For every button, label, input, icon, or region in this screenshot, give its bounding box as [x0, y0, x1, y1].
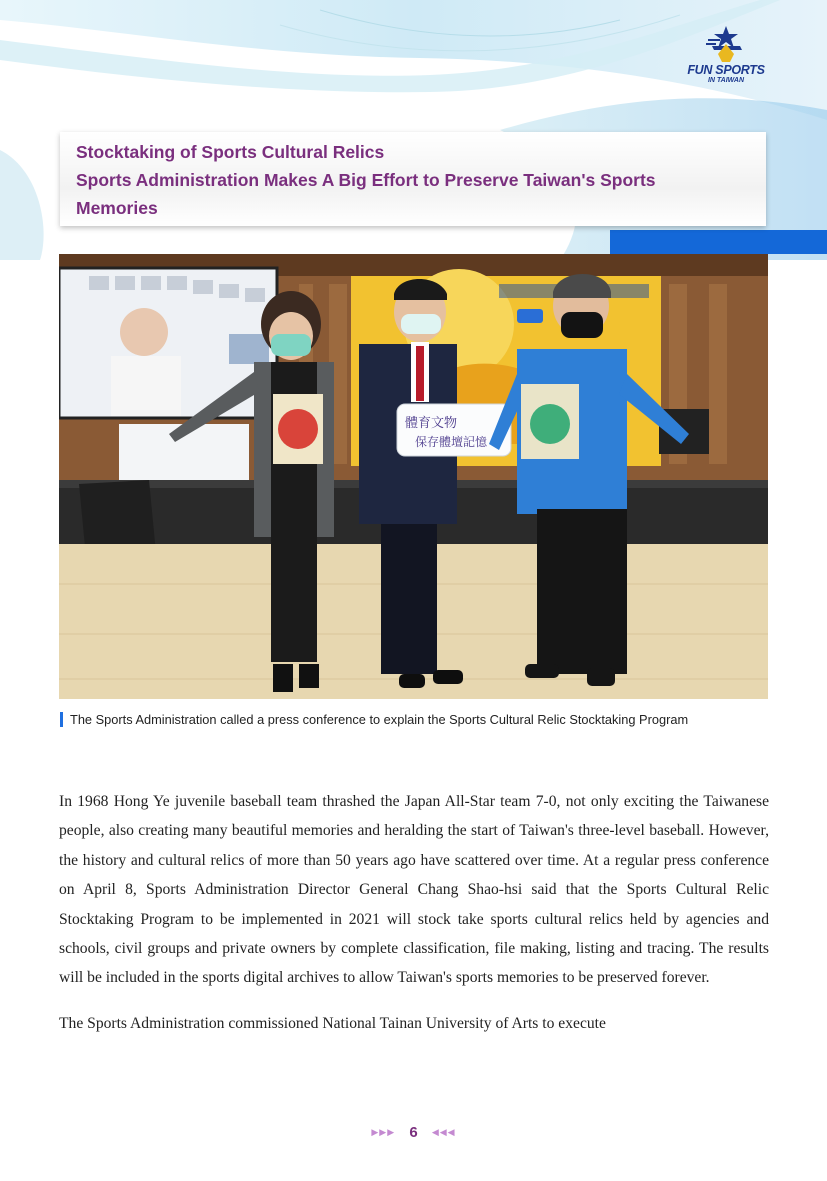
article-title-line-1: Stocktaking of Sports Cultural Relics [76, 142, 385, 162]
article-title-line-2: Sports Administration Makes A Big Effort to Preserve Taiwan's Sports [76, 170, 656, 190]
page-footer [0, 1124, 827, 1141]
left-arrows-icon: ▶▶▶ [371, 1127, 396, 1137]
sign-text-1: 體育文物 [405, 416, 458, 431]
article-title-box [60, 132, 766, 226]
article-title-line-3: Memories [76, 198, 158, 218]
runner-star-icon [704, 24, 748, 64]
logo-subtitle: IN TAIWAN [707, 77, 745, 84]
caption-text: The Sports Administration called a press conference to explain the Sports Cultural Relic Stocktaking Program [70, 711, 689, 727]
sign-text-2: 保存體壇記憶 [415, 435, 488, 449]
paragraph-2: The Sports Administration commissioned National Tainan University of Arts to execute [59, 1014, 606, 1032]
caption-marker [60, 712, 63, 727]
article-body [59, 787, 769, 1054]
logo-title: FUN SPORTS [687, 63, 765, 77]
right-arrows-icon: ◀◀◀ [431, 1127, 456, 1137]
page-number: 6 [409, 1124, 418, 1141]
photo-caption [60, 711, 688, 727]
fun-sports-logo [681, 24, 771, 85]
paragraph-1: In 1968 Hong Ye juvenile baseball team thrashed the Japan All-Star team 7-0, not only exciting the Taiwanese people, also creating many beautiful memories and heralding the start of Taiwan's three-level baseball. However, the history and cultural relics of more than 50 years ago have scattered over time. At a regular press conference on April 8, Sports Administration Director General Chang Shao-hsi said that the Sports Cultural Relic Stocktaking Program to be implemented in 2021 will stock take sports cultural relics held by agencies and schools, civil groups and private owners by complete classification, file making, listing and tracing. The results will be included in the sports digital archives to allow Taiwan's sports memories to be preserved forever. [59, 793, 769, 987]
press-conference-photo [59, 254, 768, 699]
accent-bar [610, 230, 827, 254]
